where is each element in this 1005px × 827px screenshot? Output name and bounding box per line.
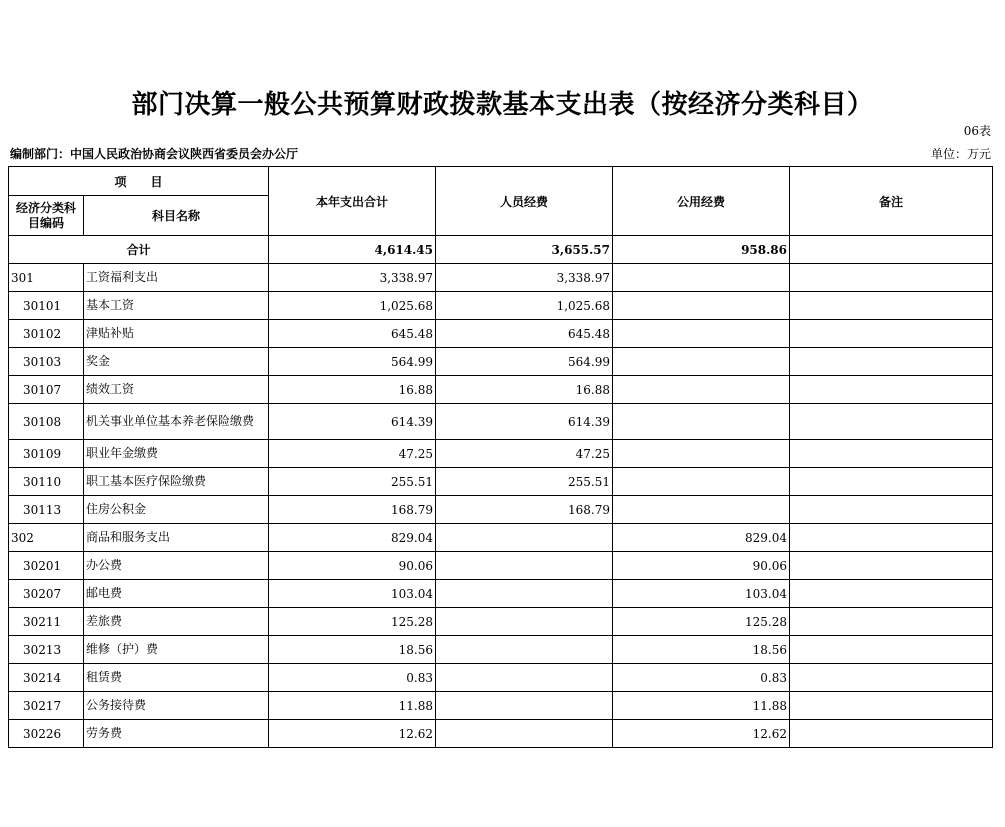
- table-row: [9, 664, 993, 692]
- row-public: [613, 292, 790, 320]
- total-amount: 4,614.45: [269, 236, 436, 264]
- row-remark: [790, 440, 993, 468]
- account-name: 绩效工资: [84, 376, 269, 404]
- account-name: 奖金: [84, 348, 269, 376]
- row-public: 125.28: [613, 608, 790, 636]
- row-personnel: [436, 692, 613, 720]
- row-remark: [790, 376, 993, 404]
- row-remark: [790, 468, 993, 496]
- row-public: [613, 440, 790, 468]
- row-public: [613, 320, 790, 348]
- account-code: 30201: [9, 552, 84, 580]
- row-public: 0.83: [613, 664, 790, 692]
- row-total: 1,025.68: [269, 292, 436, 320]
- account-code: 30103: [9, 348, 84, 376]
- account-code: 302: [9, 524, 84, 552]
- account-code: 30108: [9, 404, 84, 440]
- account-name: 邮电费: [84, 580, 269, 608]
- row-personnel: [436, 552, 613, 580]
- row-remark: [790, 664, 993, 692]
- account-name: 差旅费: [84, 608, 269, 636]
- row-total: 829.04: [269, 524, 436, 552]
- row-personnel: 255.51: [436, 468, 613, 496]
- row-remark: [790, 264, 993, 292]
- table-row: [9, 264, 993, 292]
- row-public: [613, 468, 790, 496]
- table-row: [9, 376, 993, 404]
- row-total: 11.88: [269, 692, 436, 720]
- row-public: [613, 404, 790, 440]
- account-name: 租赁费: [84, 664, 269, 692]
- row-personnel: 564.99: [436, 348, 613, 376]
- row-public: 12.62: [613, 720, 790, 748]
- row-total: 16.88: [269, 376, 436, 404]
- table-row: [9, 692, 993, 720]
- account-code: 30226: [9, 720, 84, 748]
- row-remark: [790, 636, 993, 664]
- row-total: 564.99: [269, 348, 436, 376]
- row-total: 103.04: [269, 580, 436, 608]
- row-total: 90.06: [269, 552, 436, 580]
- department-label: 编制部门：中国人民政治协商会议陕西省委员会办公厅: [10, 147, 299, 161]
- account-code: 30211: [9, 608, 84, 636]
- account-code: 30213: [9, 636, 84, 664]
- row-remark: [790, 608, 993, 636]
- row-personnel: [436, 636, 613, 664]
- row-total: 125.28: [269, 608, 436, 636]
- header-personnel: 人员经费: [436, 167, 613, 236]
- account-name: 机关事业单位基本养老保险缴费: [84, 404, 269, 440]
- account-name: 劳务费: [84, 720, 269, 748]
- row-total: 3,338.97: [269, 264, 436, 292]
- row-public: [613, 264, 790, 292]
- account-name: 商品和服务支出: [84, 524, 269, 552]
- page-title: 部门决算一般公共预算财政拨款基本支出表（按经济分类科目）: [131, 90, 874, 120]
- row-personnel: 3,338.97: [436, 264, 613, 292]
- account-name: 公务接待费: [84, 692, 269, 720]
- row-public: [613, 348, 790, 376]
- account-code: 301: [9, 264, 84, 292]
- row-public: [613, 496, 790, 524]
- account-code: 30102: [9, 320, 84, 348]
- row-remark: [790, 404, 993, 440]
- row-personnel: 1,025.68: [436, 292, 613, 320]
- table-row: [9, 580, 993, 608]
- row-personnel: [436, 720, 613, 748]
- row-total: 614.39: [269, 404, 436, 440]
- account-code: 30109: [9, 440, 84, 468]
- row-total: 255.51: [269, 468, 436, 496]
- table-row: [9, 292, 993, 320]
- row-personnel: 614.39: [436, 404, 613, 440]
- row-public: 18.56: [613, 636, 790, 664]
- form-number: 06表: [963, 124, 991, 138]
- row-remark: [790, 524, 993, 552]
- row-personnel: 168.79: [436, 496, 613, 524]
- account-code: 30207: [9, 580, 84, 608]
- table-row: [9, 496, 993, 524]
- row-remark: [790, 552, 993, 580]
- table-row: [9, 348, 993, 376]
- row-personnel: [436, 524, 613, 552]
- total-public: 958.86: [613, 236, 790, 264]
- header-total: 本年支出合计: [269, 167, 436, 236]
- row-personnel: [436, 580, 613, 608]
- account-name: 津贴补贴: [84, 320, 269, 348]
- row-total: 645.48: [269, 320, 436, 348]
- table-row: [9, 468, 993, 496]
- account-name: 工资福利支出: [84, 264, 269, 292]
- account-code: 30217: [9, 692, 84, 720]
- row-total: 168.79: [269, 496, 436, 524]
- table-row: [9, 608, 993, 636]
- table-row: [9, 720, 993, 748]
- account-code: 30107: [9, 376, 84, 404]
- table-row: [9, 524, 993, 552]
- row-personnel: 47.25: [436, 440, 613, 468]
- header-code: 经济分类科目编码: [9, 196, 84, 236]
- row-public: [613, 376, 790, 404]
- account-code: 30214: [9, 664, 84, 692]
- row-public: 11.88: [613, 692, 790, 720]
- row-public: 829.04: [613, 524, 790, 552]
- row-personnel: 645.48: [436, 320, 613, 348]
- row-remark: [790, 720, 993, 748]
- account-name: 住房公积金: [84, 496, 269, 524]
- table-row: [9, 320, 993, 348]
- row-remark: [790, 692, 993, 720]
- row-remark: [790, 292, 993, 320]
- account-name: 基本工资: [84, 292, 269, 320]
- header-remark: 备注: [790, 167, 993, 236]
- account-code: 30113: [9, 496, 84, 524]
- row-personnel: [436, 664, 613, 692]
- total-remark: [790, 236, 993, 264]
- row-remark: [790, 348, 993, 376]
- table-row: [9, 440, 993, 468]
- header-public: 公用经费: [613, 167, 790, 236]
- account-name: 维修（护）费: [84, 636, 269, 664]
- row-personnel: 16.88: [436, 376, 613, 404]
- row-total: 18.56: [269, 636, 436, 664]
- header-name: 科目名称: [84, 196, 269, 236]
- row-remark: [790, 580, 993, 608]
- row-total: 0.83: [269, 664, 436, 692]
- unit-label: 单位：万元: [930, 147, 991, 161]
- row-public: 103.04: [613, 580, 790, 608]
- account-name: 办公费: [84, 552, 269, 580]
- row-public: 90.06: [613, 552, 790, 580]
- header-item: 项 目: [9, 167, 269, 196]
- row-personnel: [436, 608, 613, 636]
- total-row: [9, 236, 993, 264]
- account-name: 职业年金缴费: [84, 440, 269, 468]
- row-remark: [790, 496, 993, 524]
- account-code: 30101: [9, 292, 84, 320]
- expenditure-table: [8, 166, 993, 748]
- account-name: 职工基本医疗保险缴费: [84, 468, 269, 496]
- row-total: 12.62: [269, 720, 436, 748]
- row-remark: [790, 320, 993, 348]
- table-row: [9, 404, 993, 440]
- row-total: 47.25: [269, 440, 436, 468]
- total-label: 合计: [9, 236, 269, 264]
- account-code: 30110: [9, 468, 84, 496]
- table-row: [9, 552, 993, 580]
- total-personnel: 3,655.57: [436, 236, 613, 264]
- table-row: [9, 636, 993, 664]
